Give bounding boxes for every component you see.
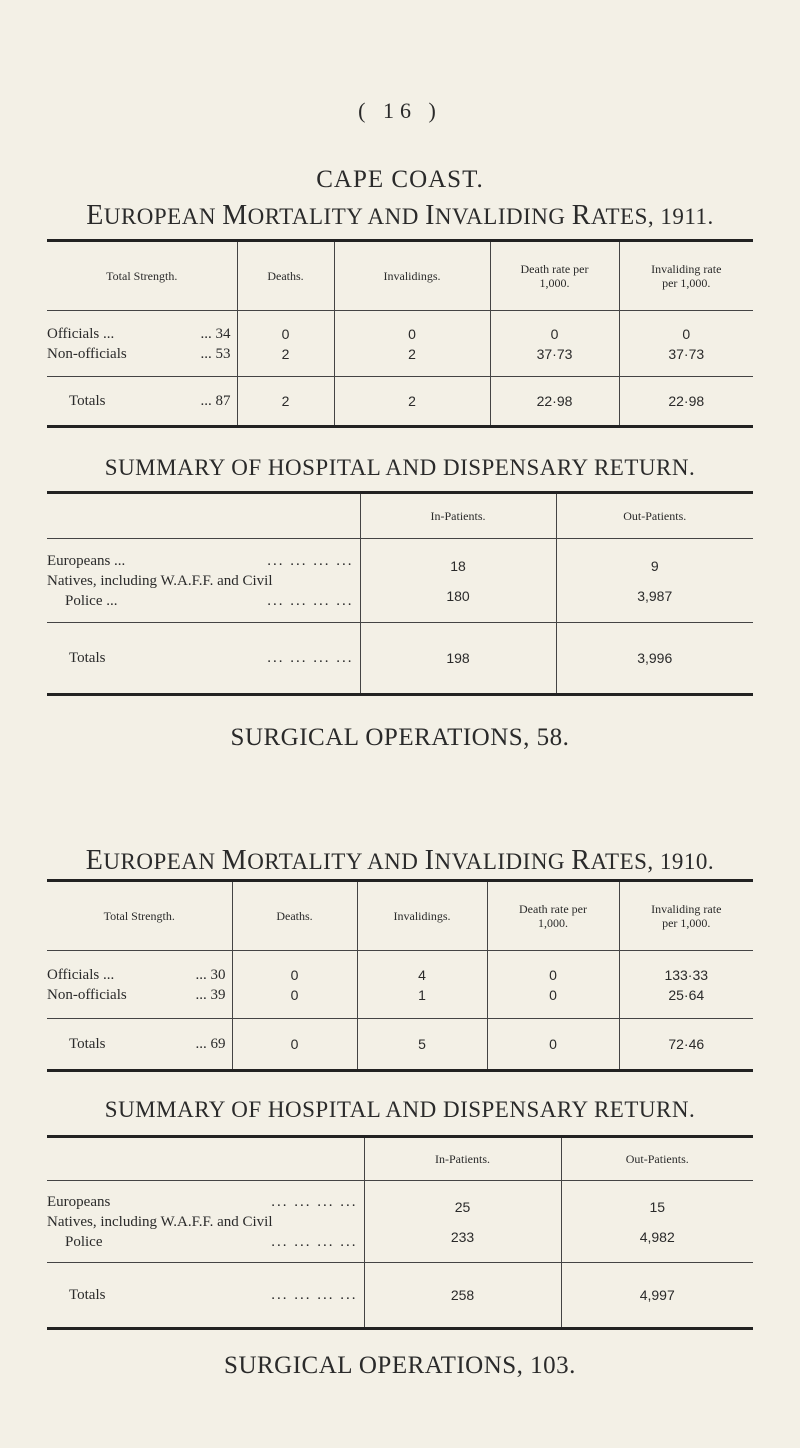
surgical-operations-1910: SURGICAL OPERATIONS, 103.	[224, 1352, 576, 1379]
totals-row: Totals ... ... ... ...	[47, 1263, 364, 1329]
row-labels: Officials ... ... 34 Non-officials ... 53	[47, 325, 231, 362]
out-patient-cells: 9 3,987	[556, 539, 753, 623]
in-patient-cells: 18 180	[360, 539, 556, 623]
header-invaliding-rate: Invaliding rate per 1,000.	[619, 881, 753, 951]
death-rate-cells: 0 37·73	[490, 311, 619, 377]
totals-row: Totals ... 87	[47, 377, 237, 427]
invaliding-rate-cells: 133·33 25·64	[619, 951, 753, 1019]
hospital-1911-table	[47, 491, 753, 696]
mortality-1910-table	[47, 879, 753, 1072]
header-deaths: Deaths.	[237, 241, 334, 311]
mortality-1911-title: EUROPEAN MORTALITY AND INVALIDING RATES, 1911.	[86, 200, 714, 231]
header-blank	[47, 1137, 364, 1181]
totals-out-patients: 4,997	[561, 1263, 753, 1329]
surgical-operations-1911: SURGICAL OPERATIONS, 58.	[230, 724, 570, 751]
page-number: ( 16 )	[358, 98, 442, 123]
totals-in-patients: 258	[364, 1263, 561, 1329]
totals-invaliding-rate: 72·46	[619, 1019, 753, 1071]
invalidings-cells: 4 1	[357, 951, 487, 1019]
totals-death-rate: 0	[487, 1019, 619, 1071]
header-invalidings: Invalidings.	[357, 881, 487, 951]
totals-invaliding-rate: 22·98	[619, 377, 753, 427]
header-in-patients: In-Patients.	[364, 1137, 561, 1181]
totals-invalidings: 5	[357, 1019, 487, 1071]
page-title: CAPE COAST.	[316, 166, 484, 193]
deaths-cells: 0 0	[232, 951, 357, 1019]
header-invaliding-rate: Invaliding rate per 1,000.	[619, 241, 753, 311]
hospital-1910-table	[47, 1135, 753, 1330]
header-deaths: Deaths.	[232, 881, 357, 951]
header-out-patients: Out-Patients.	[561, 1137, 753, 1181]
in-patient-cells: 25 233	[364, 1181, 561, 1263]
death-rate-cells: 0 0	[487, 951, 619, 1019]
row-labels: Europeans ... ... ... ... ... Natives, including W.A.F.F. and Civil Police ... ... ... ... ...	[47, 552, 354, 609]
header-invalidings: Invalidings.	[334, 241, 490, 311]
deaths-cells: 0 2	[237, 311, 334, 377]
hospital-1911-title: SUMMARY OF HOSPITAL AND DISPENSARY RETURN.	[104, 455, 696, 480]
totals-out-patients: 3,996	[556, 623, 753, 695]
invalidings-cells: 0 2	[334, 311, 490, 377]
header-death-rate: Death rate per 1,000.	[490, 241, 619, 311]
totals-death-rate: 22·98	[490, 377, 619, 427]
invaliding-rate-cells: 0 37·73	[619, 311, 753, 377]
totals-row: Totals ... ... ... ...	[47, 623, 360, 695]
totals-in-patients: 198	[360, 623, 556, 695]
mortality-1911-table	[47, 239, 753, 428]
mortality-1910-title: EUROPEAN MORTALITY AND INVALIDING RATES, 1910.	[85, 845, 715, 876]
totals-row: Totals ... 69	[47, 1019, 232, 1071]
totals-invalidings: 2	[334, 377, 490, 427]
header-blank	[47, 493, 360, 539]
header-strength: Total Strength.	[47, 881, 232, 951]
row-labels: Europeans ... ... ... ... Natives, including W.A.F.F. and Civil Police ... ... ... ...	[47, 1193, 358, 1250]
header-strength: Total Strength.	[47, 241, 237, 311]
out-patient-cells: 15 4,982	[561, 1181, 753, 1263]
totals-deaths: 0	[232, 1019, 357, 1071]
header-death-rate: Death rate per 1,000.	[487, 881, 619, 951]
header-out-patients: Out-Patients.	[556, 493, 753, 539]
row-labels: Officials ... ... 30 Non-officials ... 39	[47, 966, 226, 1003]
totals-deaths: 2	[237, 377, 334, 427]
header-in-patients: In-Patients.	[360, 493, 556, 539]
hospital-1910-title: SUMMARY OF HOSPITAL AND DISPENSARY RETURN.	[104, 1097, 696, 1122]
